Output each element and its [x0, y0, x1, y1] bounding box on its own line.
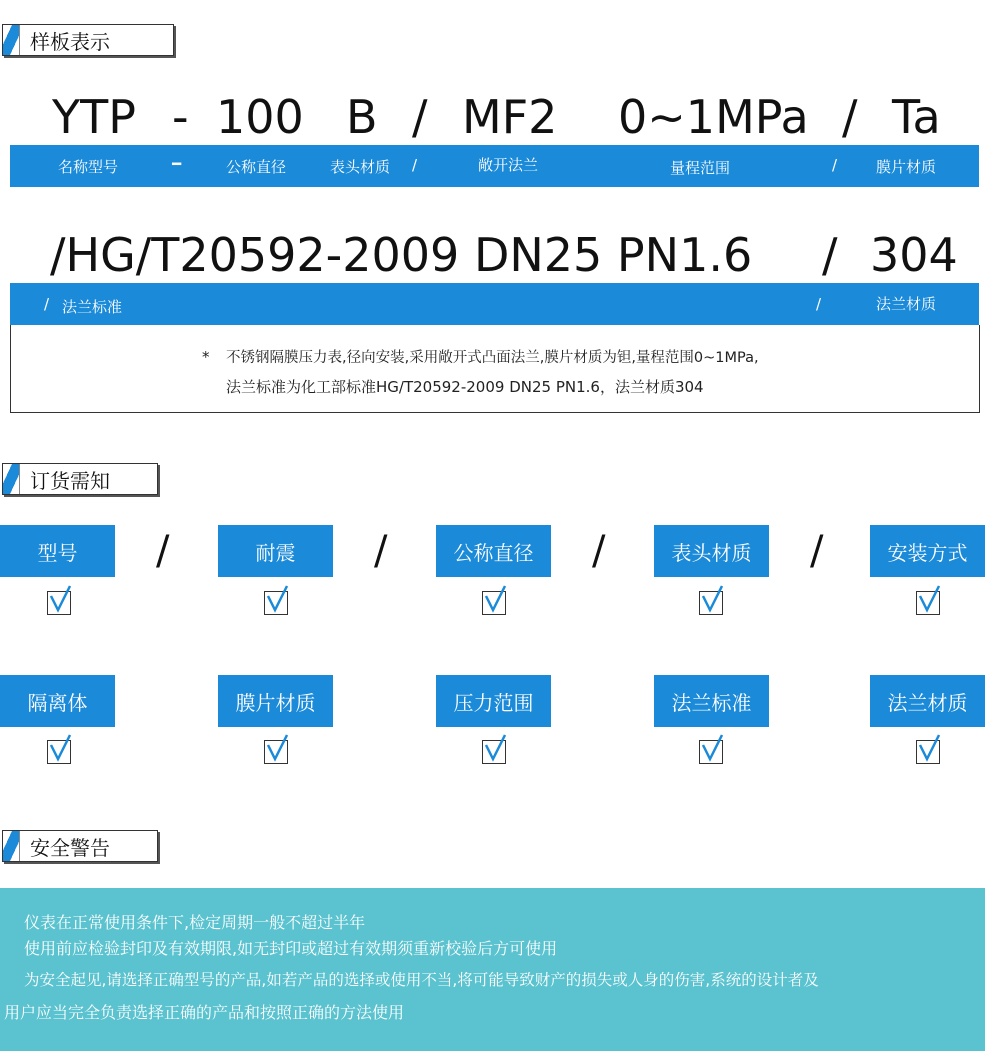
- safety-line: 用户应当完全负责选择正确的产品和按照正确的方法使用: [4, 1003, 405, 1022]
- note-box: [10, 325, 980, 413]
- order-item-flange-material: [870, 675, 985, 727]
- bar-label: 名称型号: [58, 158, 119, 176]
- check-icon: [265, 733, 289, 763]
- bar-label: /: [412, 156, 418, 174]
- separator-slash: /: [156, 528, 170, 574]
- separator-slash: /: [592, 528, 606, 574]
- bar-label: 表头材质: [330, 158, 391, 176]
- check-icon: [917, 584, 941, 614]
- order-item-label: 压力范围: [453, 690, 534, 715]
- bar-label: 法兰标准: [62, 298, 123, 316]
- model-part: 100: [216, 90, 304, 144]
- bar-label: ━: [172, 155, 182, 173]
- model-part: /: [412, 90, 428, 144]
- safety-line: 仪表在正常使用条件下,检定周期一般不超过半年: [24, 913, 366, 932]
- label-bar-1: [10, 145, 979, 187]
- model-part: 0~1MPa: [618, 90, 809, 144]
- note-line-2: 法兰标准为化工部标准HG/T20592-2009 DN25 PN1.6，法兰材质304: [226, 378, 704, 396]
- model-code-line-1: [0, 90, 985, 150]
- bar-label: 敞开法兰: [478, 156, 539, 174]
- order-item-label: 法兰标准: [671, 690, 752, 715]
- check-icon: [483, 584, 507, 614]
- note-star: *: [202, 348, 210, 366]
- order-item-label: 膜片材质: [235, 690, 316, 715]
- checkbox-checked[interactable]: [47, 591, 71, 615]
- checkbox-checked[interactable]: [699, 740, 723, 764]
- check-icon: [917, 733, 941, 763]
- checkbox-checked[interactable]: [264, 740, 288, 764]
- order-item-label: 隔离体: [27, 690, 88, 715]
- order-item-nominal-diameter: [436, 525, 551, 577]
- checkbox-checked[interactable]: [264, 591, 288, 615]
- section-order-heading: [2, 463, 158, 495]
- check-icon: [48, 584, 72, 614]
- note-line-1: 不锈钢隔膜压力表,径向安装,采用敞开式凸面法兰,膜片材质为钽,量程范围0~1MPa,: [226, 350, 759, 366]
- checkbox-checked[interactable]: [47, 740, 71, 764]
- section-title: 订货需知: [30, 468, 110, 493]
- section-sample-heading: [2, 24, 174, 56]
- model-part: 304: [870, 228, 958, 282]
- safety-warning-box: [0, 888, 985, 1051]
- check-icon: [483, 733, 507, 763]
- check-icon: [48, 733, 72, 763]
- checkbox-checked[interactable]: [482, 740, 506, 764]
- bar-label: 公称直径: [226, 158, 287, 176]
- model-part: MF2: [462, 90, 558, 144]
- bar-label: 膜片材质: [876, 158, 937, 176]
- section-title: 样板表示: [30, 29, 110, 54]
- order-item-isolator: [0, 675, 115, 727]
- section-title: 安全警告: [30, 835, 110, 860]
- separator-slash: /: [810, 528, 824, 574]
- heading-accent: [3, 464, 20, 494]
- order-item-label: 安装方式: [887, 540, 968, 565]
- bar-label: /: [816, 295, 822, 313]
- order-item-label: 公称直径: [453, 540, 534, 565]
- label-bar-2: [10, 283, 979, 325]
- model-part: Ta: [892, 90, 941, 144]
- section-safety-heading: [2, 830, 158, 862]
- model-part: -: [172, 90, 189, 144]
- model-code-line-2: [0, 228, 985, 288]
- order-item-mounting: [870, 525, 985, 577]
- model-part: /HG/T20592-2009 DN25 PN1.6: [50, 228, 753, 282]
- check-icon: [265, 584, 289, 614]
- order-item-flange-standard: [654, 675, 769, 727]
- safety-line: 使用前应检验封印及有效期限,如无封印或超过有效期须重新校验后方可使用: [24, 939, 558, 958]
- bar-label: /: [832, 156, 838, 174]
- separator-slash: /: [374, 528, 388, 574]
- bar-label: /: [44, 295, 50, 313]
- safety-line: 为安全起见,请选择正确型号的产品,如若产品的选择或使用不当,将可能导致财产的损失或人身的伤害,系统的设计者及: [24, 971, 819, 989]
- order-item-label: 型号: [37, 540, 78, 565]
- order-item-shockproof: [218, 525, 333, 577]
- model-part: B: [346, 90, 378, 144]
- model-part: /: [842, 90, 858, 144]
- checkbox-checked[interactable]: [916, 740, 940, 764]
- checkbox-checked[interactable]: [916, 591, 940, 615]
- checkbox-checked[interactable]: [699, 591, 723, 615]
- check-icon: [700, 733, 724, 763]
- order-item-label: 耐震: [255, 540, 296, 565]
- order-item-case-material: [654, 525, 769, 577]
- model-part: /: [822, 228, 838, 282]
- heading-accent: [3, 831, 20, 861]
- order-item-label: 法兰材质: [887, 690, 968, 715]
- heading-accent: [3, 25, 20, 55]
- bar-label: 法兰材质: [876, 295, 937, 313]
- model-part: YTP: [52, 90, 136, 144]
- checkbox-checked[interactable]: [482, 591, 506, 615]
- order-item-label: 表头材质: [671, 540, 752, 565]
- check-icon: [700, 584, 724, 614]
- bar-label: 量程范围: [670, 159, 731, 177]
- order-item-pressure-range: [436, 675, 551, 727]
- order-item-diaphragm-material: [218, 675, 333, 727]
- order-item-model: [0, 525, 115, 577]
